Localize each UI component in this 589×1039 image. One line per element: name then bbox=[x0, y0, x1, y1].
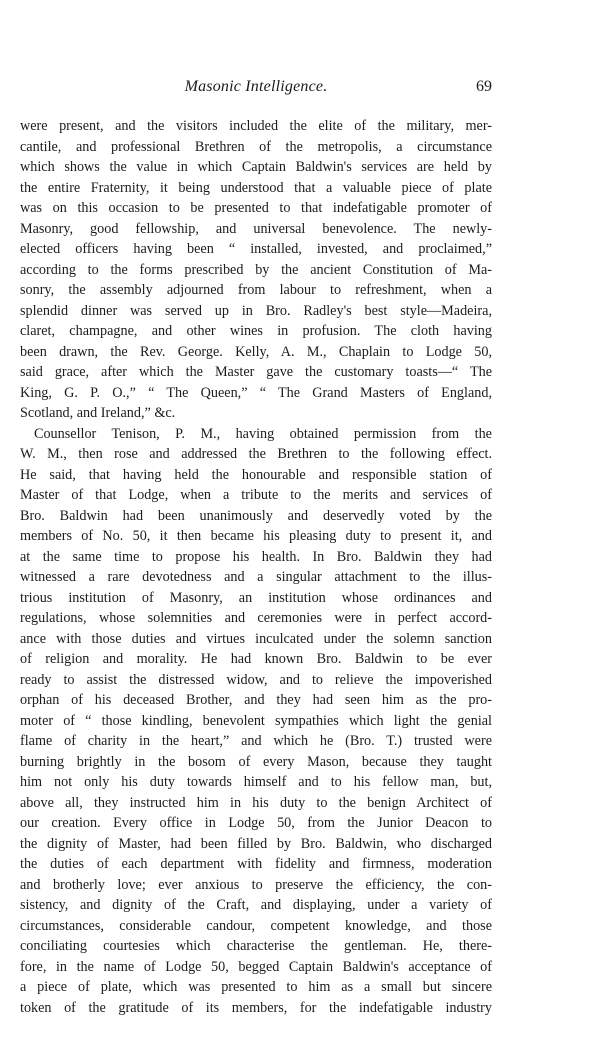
text-line: according to the forms prescribed by the ancient Constitution of Ma- bbox=[20, 261, 492, 278]
text-line: conciliating courtesies which characterise the gentleman. He, there- bbox=[20, 938, 492, 954]
text-line: cantile, and professional Brethren of the metropolis, a circumstance bbox=[20, 138, 492, 155]
text-line: King, G. P. O.,” “ The Queen,” “ The Grand Masters of England, bbox=[20, 384, 492, 401]
text-line: claret, champagne, and other wines in profusion. The cloth having bbox=[20, 323, 492, 339]
text-line: regulations, whose solemnities and ceremonies were in perfect accord- bbox=[20, 610, 492, 626]
text-line: ready to assist the distressed widow, and to relieve the impoverished bbox=[20, 671, 492, 688]
text-line: our creation. Every office in Lodge 50, from the Junior Deacon to bbox=[20, 815, 492, 831]
text-line: Master of that Lodge, when a tribute to the merits and services of bbox=[20, 487, 492, 503]
text-line: witnessed a rare devotedness and a singular attachment to the illus- bbox=[20, 569, 492, 585]
text-line: Scotland, and Ireland,” &c. bbox=[20, 405, 176, 421]
text-line: at the same time to propose his health. In Bro. Baldwin they had bbox=[20, 548, 492, 565]
text-line: of religion and morality. He had known Bro. Baldwin to be ever bbox=[20, 651, 492, 667]
text-line: the dignity of Master, had been filled by Bro. Baldwin, who discharged bbox=[20, 835, 492, 852]
text-line: said grace, after which the Master gave the customary toasts—“ The bbox=[20, 364, 492, 380]
text-line: which shows the value in which Captain Baldwin's services are held by bbox=[20, 159, 492, 175]
text-line: circumstances, considerable candour, competent knowledge, and those bbox=[20, 917, 492, 934]
paragraph-first-line: Counsellor Tenison, P. M., having obtained permission from the bbox=[34, 425, 492, 442]
text-line: splendid dinner was served up in Bro. Radley's best style—Madeira, bbox=[20, 302, 492, 319]
text-line: members of No. 50, it then became his pleasing duty to present it, and bbox=[20, 528, 492, 544]
text-line: He said, that having held the honourable and responsible station of bbox=[20, 466, 492, 483]
running-head bbox=[20, 78, 492, 100]
running-title: Masonic Intelligence. bbox=[184, 78, 328, 95]
body-text bbox=[20, 116, 492, 1018]
text-line: were present, and the visitors included the elite of the military, mer- bbox=[20, 118, 492, 134]
text-line: been drawn, the Rev. George. Kelly, A. M., Chaplain to Lodge 50, bbox=[20, 343, 492, 360]
text-line: a piece of plate, which was presented to him as a small but sincere bbox=[20, 979, 492, 995]
text-line: fore, in the name of Lodge 50, begged Captain Baldwin's acceptance of bbox=[20, 958, 492, 975]
page-number: 69 bbox=[476, 78, 492, 95]
text-line: trious institution of Masonry, an institution whose ordinances and bbox=[20, 589, 492, 606]
text-line: sonry, the assembly adjourned from labour to refreshment, when a bbox=[20, 282, 492, 298]
text-line: and brotherly love; ever anxious to preserve the efficiency, the con- bbox=[20, 876, 492, 893]
text-line: him not only his duty towards himself and to his fellow man, but, bbox=[20, 774, 492, 790]
text-line: above all, they instructed him in his duty to the benign Architect of bbox=[20, 794, 492, 811]
text-line: orphan of his deceased Brother, and they had seen him as the pro- bbox=[20, 692, 492, 708]
text-line: sistency, and dignity of the Craft, and displaying, under a variety of bbox=[20, 897, 492, 913]
text-line: moter of “ those kindling, benevolent sympathies which light the genial bbox=[20, 712, 492, 729]
text-line: Masonry, good fellowship, and universal benevolence. The newly- bbox=[20, 220, 492, 237]
text-line: was on this occasion to be presented to that indefatigable promoter of bbox=[20, 200, 492, 216]
text-line: ance with those duties and virtues inculcated under the solemn sanction bbox=[20, 630, 492, 647]
text-line: W. M., then rose and addressed the Brethren to the following effect. bbox=[20, 446, 492, 462]
text-line: token of the gratitude of its members, for the indefatigable industry bbox=[20, 999, 492, 1016]
text-line: Bro. Baldwin had been unanimously and deservedly voted by the bbox=[20, 507, 492, 524]
text-line: the entire Fraternity, it being understood that a valuable piece of plate bbox=[20, 179, 492, 196]
text-line: the duties of each department with fidelity and firmness, moderation bbox=[20, 856, 492, 872]
text-line: flame of charity in the heart,” and which he (Bro. T.) trusted were bbox=[20, 733, 492, 749]
text-line: elected officers having been “ installed, invested, and proclaimed,” bbox=[20, 241, 492, 257]
text-line: burning brightly in the bosom of every Mason, because they taught bbox=[20, 753, 492, 770]
